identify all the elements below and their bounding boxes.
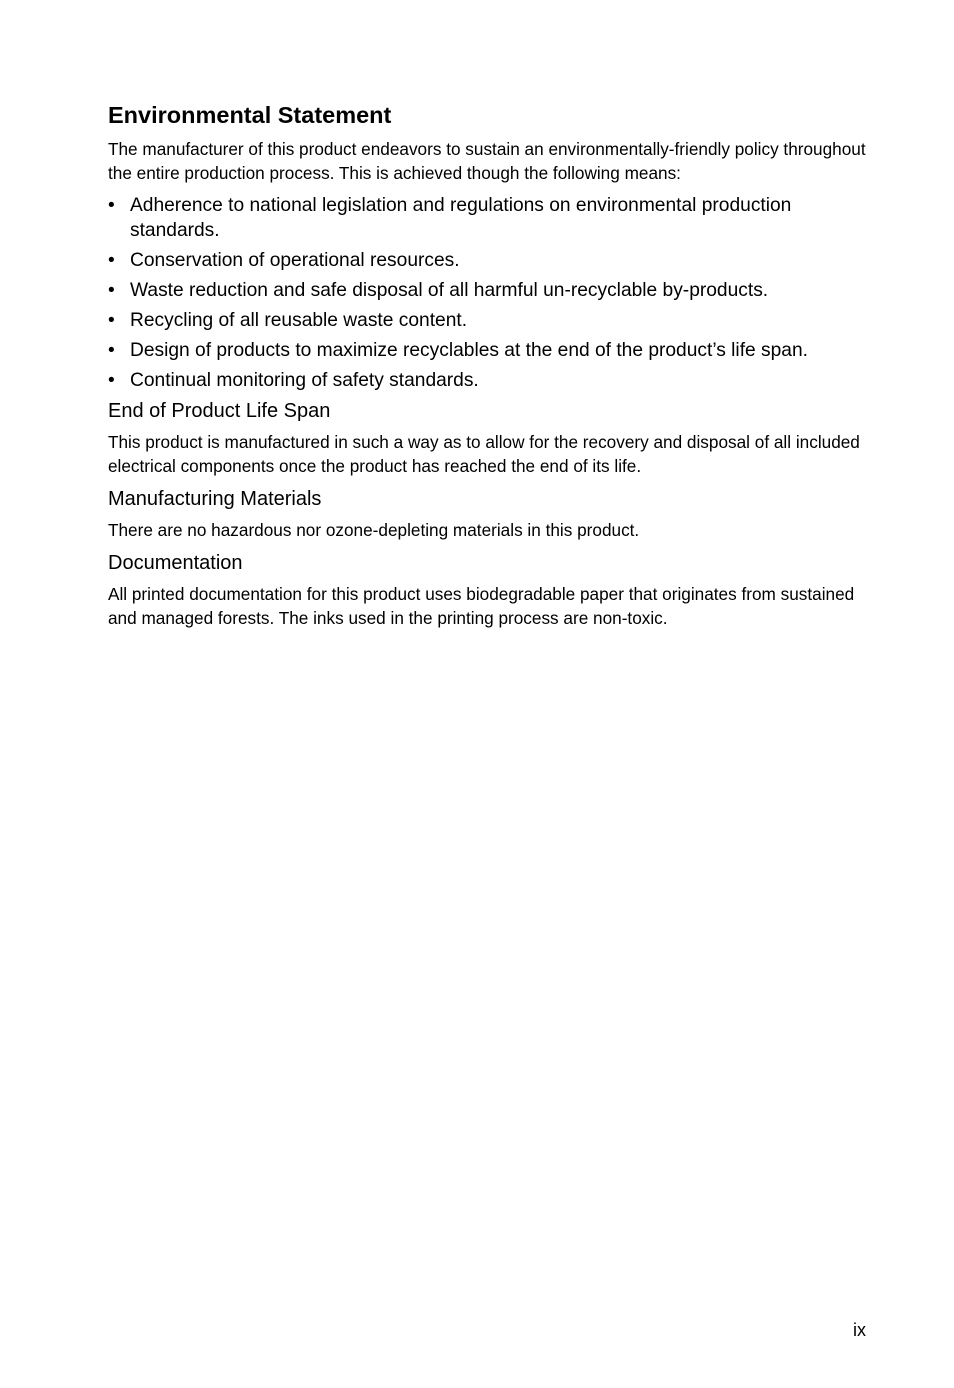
section-text-end-of-life: This product is manufactured in such a way as to allow for the recovery and disposal of all included electrical components once the product has reached the end of its life.	[108, 432, 860, 476]
list-item-text: Conservation of operational resources.	[130, 250, 460, 271]
list-item	[108, 278, 868, 303]
section-heading-materials: Manufacturing Materials	[108, 488, 322, 510]
list-item-text: Recycling of all reusable waste content.	[130, 310, 468, 331]
intro-paragraph: The manufacturer of this product endeavors to sustain an environmentally-friendly policy throughout the entire production process. This is achieved though the following means:	[108, 139, 866, 183]
bullet-icon: •	[108, 310, 115, 331]
list-item-text: Continual monitoring of safety standards.	[130, 370, 479, 391]
page-number: ix	[853, 1320, 866, 1340]
list-item	[108, 248, 868, 273]
list-item-text: Design of products to maximize recyclables at the end of the product’s life span.	[130, 340, 808, 361]
list-item-text: Adherence to national legislation and regulations on environmental production standards.	[130, 195, 792, 241]
section-text-documentation: All printed documentation for this product uses biodegradable paper that originates from sustained and managed forests. The inks used in the printing process are non-toxic.	[108, 584, 855, 628]
means-list	[108, 193, 868, 393]
list-item	[108, 308, 868, 333]
list-item	[108, 193, 868, 243]
list-item	[108, 338, 868, 363]
section-heading-end-of-life: End of Product Life Span	[108, 400, 331, 422]
list-item	[108, 368, 868, 393]
bullet-icon: •	[108, 340, 115, 361]
bullet-icon: •	[108, 370, 115, 391]
bullet-icon: •	[108, 280, 115, 301]
section-heading-documentation: Documentation	[108, 552, 243, 574]
bullet-icon: •	[108, 195, 115, 216]
section-text-materials: There are no hazardous nor ozone-depleting materials in this product.	[108, 520, 640, 540]
bullet-icon: •	[108, 250, 115, 271]
document-page	[108, 99, 868, 638]
list-item-text: Waste reduction and safe disposal of all harmful un-recyclable by-products.	[130, 280, 769, 301]
page-title: Environmental Statement	[108, 102, 392, 128]
